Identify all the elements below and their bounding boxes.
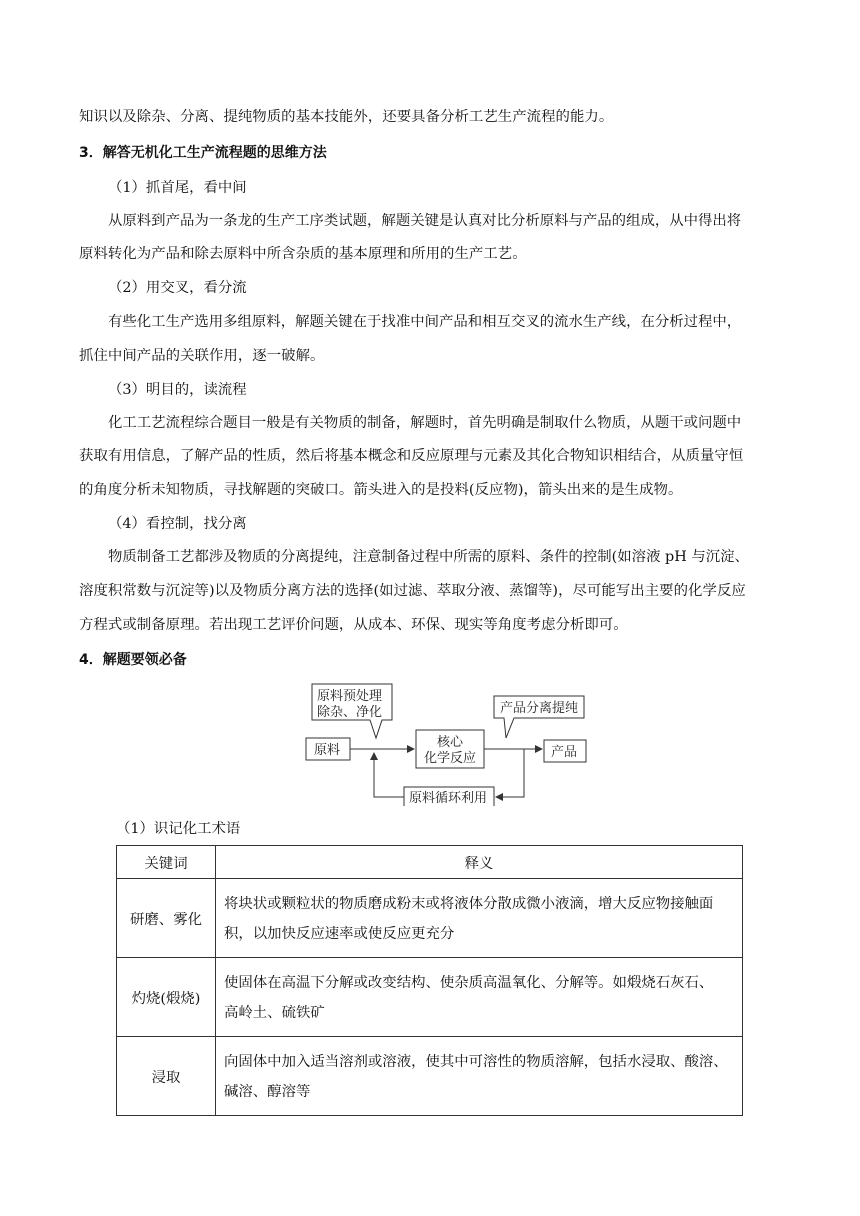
paragraph-2-line-1: 有些化工生产选用多组原料，解题关键在于找准中间产品和相互交叉的流水生产线，在分析过程中， (108, 314, 742, 330)
definition-line-1: 使固体在高温下分解或改变结构、使杂质高温氧化、分解等。如煅烧石灰石、 (224, 975, 714, 991)
recycle-line-out (374, 753, 404, 797)
definition-line-1: 将块状或颗粒状的物质磨成粉末或将液体分散成微小液滴，增大反应物接触面 (224, 896, 714, 912)
core-label-line2: 化学反应 (424, 751, 477, 766)
chemical-terms-table (116, 845, 743, 1116)
definition-line-2: 高岭土、硫铁矿 (224, 1005, 325, 1021)
definition-cell (216, 958, 743, 1037)
subheading-4: （4）看控制，找分离 (108, 516, 247, 532)
paragraph-4-line-2: 溶度积常数与沉淀等)以及物质分离方法的选择(如过滤、萃取分液、蒸馏等)，尽可能写出主要的化学反应 (79, 583, 746, 599)
section-heading-3: 3．解答无机化工生产流程题的思维方法 (79, 145, 327, 161)
term-cell: 浸取 (117, 1037, 216, 1116)
paragraph-1-line-1: 从原料到产品为一条龙的生产工序类试题，解题关键是认真对比分析原料与产品的组成，从中得出将 (108, 213, 742, 229)
paragraph-continuation: 知识以及除杂、分离、提纯物质的基本技能外，还要具备分析工艺生产流程的能力。 (79, 109, 614, 125)
recycle-label: 原料循环利用 (409, 791, 488, 806)
term-cell: 灼烧(煅烧) (117, 958, 216, 1037)
pretreat-label-line2: 除杂、净化 (317, 705, 383, 720)
table-row (117, 879, 743, 958)
definition-line-1: 向固体中加入适当溶剂或溶液，使其中可溶性的物质溶解，包括水浸取、酸溶、 (224, 1054, 728, 1070)
definition-line-2: 积，以加快反应速率或使反应更充分 (224, 926, 455, 942)
flow-diagram-svg (300, 680, 600, 806)
paragraph-2-line-2: 抓住中间产品的关联作用，逐一破解。 (79, 348, 325, 364)
paragraph-3-line-2: 获取有用信息，了解产品的性质，然后将基本概念和反应原理与元素及其化合物知识相结合，从质量守恒 (79, 448, 744, 464)
core-label-line1: 核心 (437, 735, 464, 750)
header-definition: 释义 (216, 846, 743, 879)
paragraph-3-line-3: 的角度分析未知物质，寻找解题的突破口。箭头进入的是投料(反应物)，箭头出来的是生成物。 (79, 482, 683, 498)
paragraph-1-line-2: 原料转化为产品和除去原料中所含杂质的基本原理和所用的生产工艺。 (79, 246, 527, 262)
pretreat-label-line1: 原料预处理 (317, 689, 383, 704)
section-heading-4: 4．解题要领必备 (79, 652, 187, 668)
paragraph-4-line-3: 方程式或制备原理。若出现工艺评价问题，从成本、环保、现实等角度考虑分析即可。 (79, 617, 628, 633)
recycle-line-in (496, 749, 524, 797)
subheading-2: （2）用交叉，看分流 (108, 280, 247, 296)
raw-material-label: 原料 (314, 743, 341, 758)
process-flow-diagram (300, 680, 600, 806)
table-header-row (117, 846, 743, 879)
definition-cell (216, 1037, 743, 1116)
table-row (117, 1037, 743, 1116)
separate-label: 产品分离提纯 (500, 701, 579, 716)
header-keyword: 关键词 (117, 846, 216, 879)
definition-line-2: 碱溶、醇溶等 (224, 1084, 311, 1100)
paragraph-4-line-1: 物质制备工艺都涉及物质的分离提纯，注意制备过程中所需的原料、条件的控制(如溶液 pH 与沉淀、 (108, 549, 749, 565)
product-label: 产品 (551, 745, 578, 760)
paragraph-3-line-1: 化工工艺流程综合题目一般是有关物质的制备，解题时，首先明确是制取什么物质，从题干或问题中 (108, 415, 742, 431)
definition-cell (216, 879, 743, 958)
subheading-1: （1）抓首尾，看中间 (108, 180, 247, 196)
subheading-5: （1）识记化工术语 (116, 821, 241, 837)
table-row (117, 958, 743, 1037)
subheading-3: （3）明目的，读流程 (108, 382, 247, 398)
term-cell: 研磨、雾化 (117, 879, 216, 958)
